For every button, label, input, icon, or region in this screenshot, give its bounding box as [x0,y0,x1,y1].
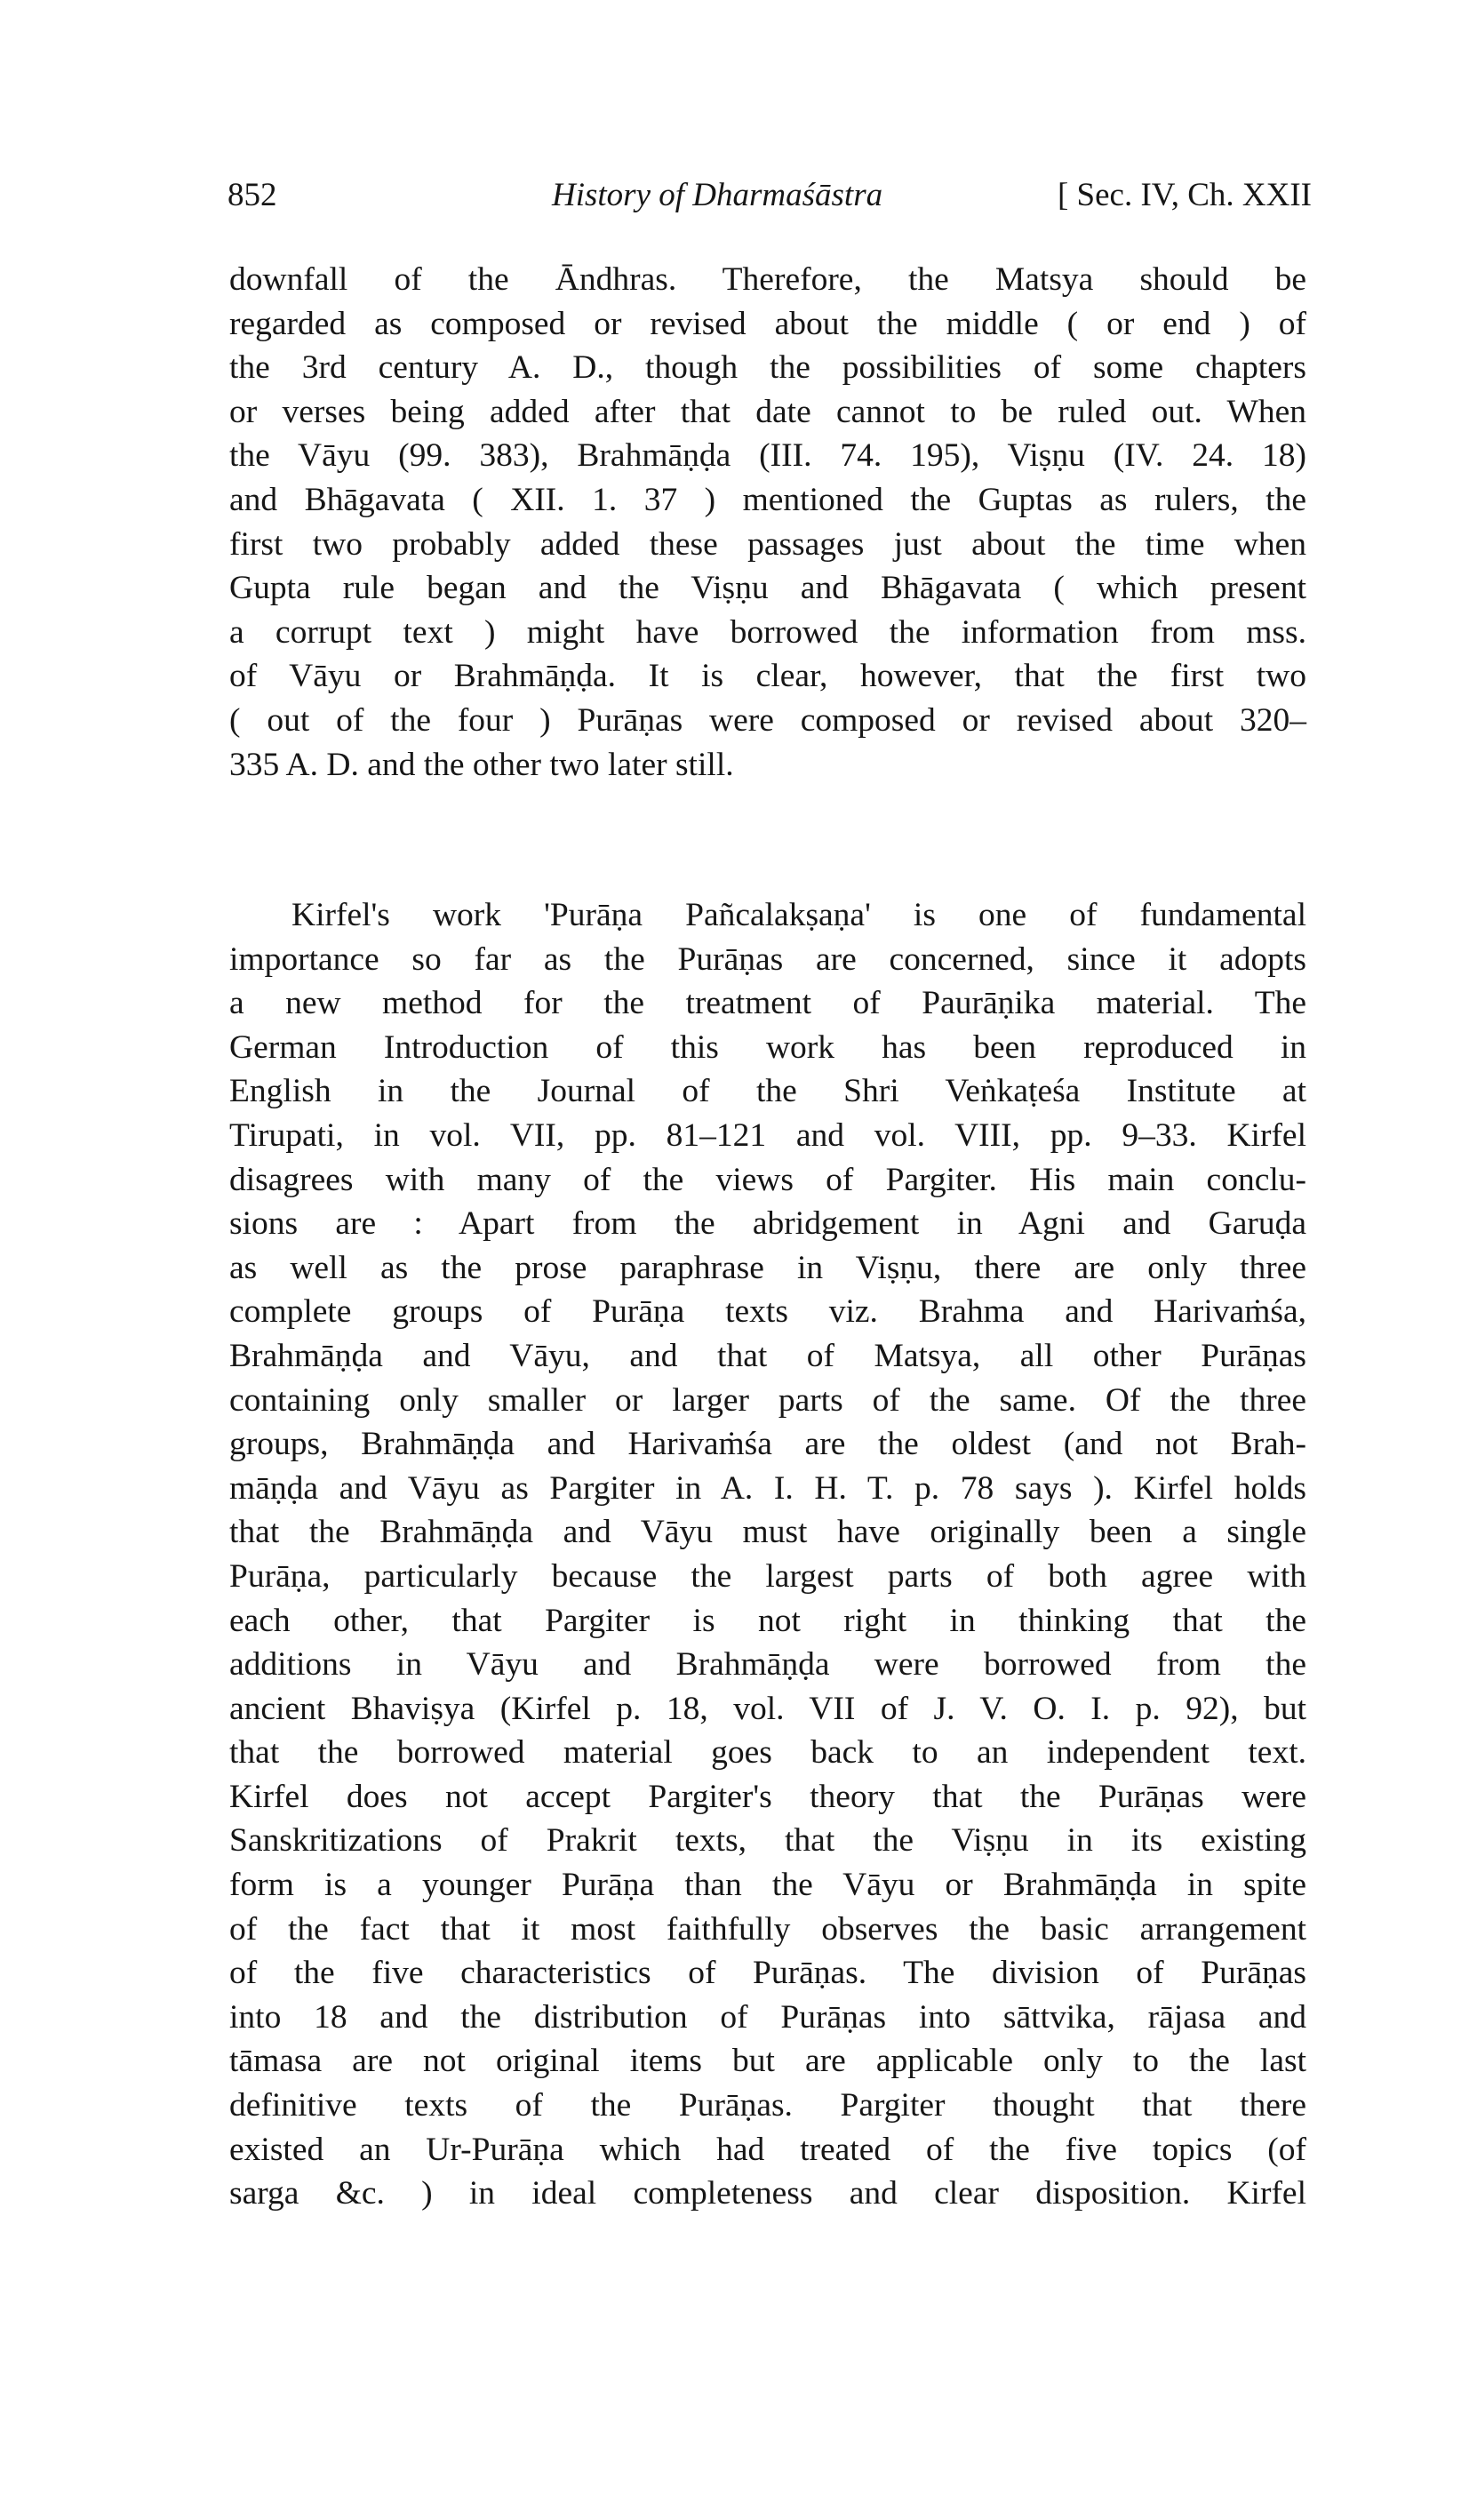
text-line: the Vāyu (99. 383), Brahmāṇḍa (III. 74. 195), Viṣṇu (IV. 24. 18) [229,437,1306,475]
text-line: of the five characteristics of Purāṇas. The division of Purāṇas [229,1955,1306,1992]
text-line: māṇḍa and Vāyu as Pargiter in A. I. H. T. p. 78 says ). Kirfel holds [229,1469,1306,1507]
text-line: regarded as composed or revised about the middle ( or end ) of [229,305,1306,342]
text-line: Kirfel does not accept Pargiter's theory that the Purāṇas were [229,1778,1306,1815]
text-line: of the fact that it most faithfully observes the basic arrangement [229,1910,1306,1948]
text-line: the 3rd century A. D., though the possibilities of some chapters [229,349,1306,387]
text-line: disagrees with many of the views of Pargiter. His main conclu- [229,1161,1306,1198]
running-title: History of Dharmaśāstra [552,177,883,213]
text-line: a new method for the treatment of Paurāṇika material. The [229,985,1306,1022]
text-line: Kirfel's work 'Purāṇa Pañcalakṣaṇa' is one of fundamental [291,897,1306,933]
text-line: a corrupt text ) might have borrowed the information from mss. [229,613,1306,651]
page-number: 852 [228,177,277,213]
text-line: Brahmāṇḍa and Vāyu, and that of Matsya, all other Purāṇas [229,1337,1306,1374]
text-line: groups, Brahmāṇḍa and Harivaṁśa are the oldest (and not Brah- [229,1426,1306,1463]
text-line: containing only smaller or larger parts of the same. Of the three [229,1381,1306,1419]
text-line: definitive texts of the Purāṇas. Pargiter thought that there [229,2087,1306,2124]
text-line: downfall of the Āndhras. Therefore, the Matsya should be [229,261,1306,298]
paragraph-1 [229,258,1306,787]
text-line: existed an Ur-Purāṇa which had treated of the five topics (of [229,2131,1306,2168]
text-line: sarga &c. ) in ideal completeness and clear disposition. Kirfel [229,2175,1306,2212]
text-line: German Introduction of this work has been reproduced in [229,1028,1306,1066]
text-line: Tirupati, in vol. VII, pp. 81–121 and vol. VIII, pp. 9–33. Kirfel [229,1116,1306,1154]
text-line: Gupta rule began and the Viṣṇu and Bhāgavata ( which present [229,570,1306,607]
text-line: into 18 and the distribution of Purāṇas into sāttvika, rājasa and [229,1998,1306,2036]
text-line: form is a younger Purāṇa than the Vāyu or Brahmāṇḍa in spite [229,1867,1306,1904]
text-line: Purāṇa, particularly because the largest parts of both agree with [229,1557,1306,1595]
text-line: first two probably added these passages just about the time when [229,525,1306,563]
text-line: sions are : Apart from the abridgement in Agni and Garuḍa [229,1205,1306,1243]
text-line: complete groups of Purāṇa texts viz. Brahma and Harivaṁśa, [229,1293,1306,1331]
text-line: that the borrowed material goes back to an independent text. [229,1734,1306,1772]
text-line: that the Brahmāṇḍa and Vāyu must have originally been a single [229,1514,1306,1551]
text-line: as well as the prose paraphrase in Viṣṇu, there are only three [229,1249,1306,1286]
text-line: English in the Journal of the Shri Veṅkaṭeśa Institute at [229,1073,1306,1110]
text-line: each other, that Pargiter is not right in thinking that the [229,1602,1306,1639]
text-line: ( out of the four ) Purāṇas were composed or revised about 320– [229,701,1306,739]
text-line: importance so far as the Purāṇas are concerned, since it adopts [229,940,1306,978]
paragraph-2 [229,893,1306,2216]
text-line: 335 A. D. and the other two later still. [229,746,734,783]
text-line: tāmasa are not original items but are applicable only to the last [229,2043,1306,2080]
text-line: of Vāyu or Brahmāṇḍa. It is clear, however, that the first two [229,658,1306,695]
text-line: or verses being added after that date cannot to be ruled out. When [229,393,1306,430]
text-line: and Bhāgavata ( XII. 1. 37 ) mentioned the Guptas as rulers, the [229,481,1306,518]
text-line: Sanskritizations of Prakrit texts, that the Viṣṇu in its existing [229,1822,1306,1860]
section-reference: [ Sec. IV, Ch. XXII [1057,177,1312,213]
page-header [228,176,1312,229]
text-line: additions in Vāyu and Brahmāṇḍa were borrowed from the [229,1646,1306,1684]
text-line: ancient Bhaviṣya (Kirfel p. 18, vol. VII of J. V. O. I. p. 92), but [229,1690,1306,1727]
